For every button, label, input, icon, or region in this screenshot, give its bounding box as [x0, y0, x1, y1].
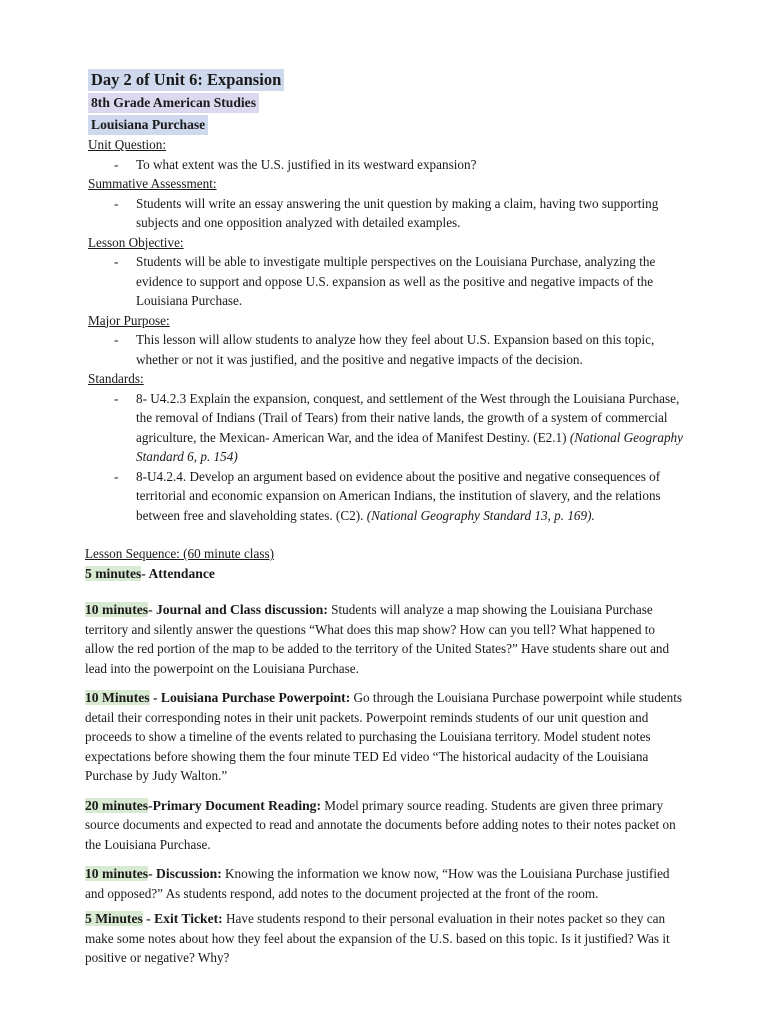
standard-text: 8-U4.2.4. Develop an argument based on evidence about the positive and negative consequences of territorial and economic expansion on American Indians, the institution of slavery, and the relations between free and slaveholding states. (C2). — [136, 468, 661, 523]
topic-heading: Louisiana Purchase — [88, 115, 208, 135]
lesson-objective-label: Lesson Objective: — [88, 234, 184, 250]
grade-heading: 8th Grade American Studies — [88, 93, 259, 113]
step-title: - Attendance — [141, 565, 215, 581]
objective-text: Students will be able to investigate multiple perspectives on the Louisiana Purchase, analyzing the evidence to support and oppose U.S. expansion as well as the positive and negative impacts of the Louisiana Purchase. — [136, 254, 656, 308]
step-description: Go through the Louisiana Purchase powerpoint while students detail their corresponding notes in their unit packets. Powerpoint reminds students of our unit question and proceeds to show a timeline of the events related to purchasing the Louisiana territory. Model student notes expectations before showing them the four minute TED Ed video “The historical audacity of the Louisiana Purchase by Judy Walton.” — [85, 690, 683, 783]
summative-list — [85, 194, 685, 233]
dash-bullet: - — [114, 195, 119, 211]
document-title: Day 2 of Unit 6: Expansion — [88, 69, 284, 91]
summative-text: Students will write an essay answering the unit question by making a claim, having two supporting subjects and one opposition analyzed with detailed examples. — [136, 195, 659, 230]
list-item — [88, 330, 685, 369]
standards-label: Standards: — [88, 371, 144, 386]
step-time: 10 minutes — [85, 602, 149, 617]
lesson-plan-document — [85, 69, 685, 968]
grade-row — [85, 91, 685, 113]
sequence-step — [85, 600, 685, 678]
lesson-sequence-label: Lesson Sequence: (60 minute class) — [85, 546, 274, 561]
unit-question-text: To what extent was the U.S. justified in its westward expansion? — [136, 156, 477, 172]
step-time: 10 minutes — [85, 866, 149, 881]
sequence-step — [85, 909, 685, 968]
dash-bullet: - — [114, 254, 119, 269]
title-row — [85, 69, 685, 91]
dash-bullet: - — [114, 390, 119, 406]
unit-question-list — [85, 155, 685, 175]
sequence-step — [85, 864, 685, 903]
sequence-step — [85, 564, 685, 584]
step-title: - Louisiana Purchase Powerpoint: — [149, 690, 351, 705]
standard-text: 8- U4.2.3 Explain the expansion, conquest, and settlement of the West through the Louisiana Purchase, the removal of Indians (Trail of Tears) from their native lands, the growth of a system of commercial agriculture, the Mexican- American War, and the idea of Manifest Destiny. (E2.1) — [136, 390, 680, 445]
step-time: 20 minutes — [85, 797, 149, 813]
dash-bullet: - — [114, 156, 119, 172]
step-title: - Exit Ticket: — [142, 911, 223, 926]
step-time: 5 minutes — [85, 565, 142, 581]
step-title: -Primary Document Reading: — [148, 797, 321, 813]
standard-reference: (National Geography Standard 6, p. 154) — [136, 429, 683, 464]
step-time: 10 Minutes — [85, 690, 150, 705]
sequence-step — [85, 796, 685, 855]
spacer — [85, 525, 685, 544]
step-title: - Journal and Class discussion: — [148, 602, 328, 617]
standard-reference: (National Geography Standard 13, p. 169). — [366, 507, 595, 523]
list-item — [88, 194, 685, 233]
dash-bullet: - — [114, 468, 119, 484]
purpose-list — [85, 330, 685, 369]
list-item — [88, 389, 685, 467]
list-item — [88, 467, 685, 526]
dash-bullet: - — [114, 332, 119, 347]
list-item — [88, 155, 685, 175]
sequence-step — [85, 688, 685, 786]
standards-list — [85, 389, 685, 526]
major-purpose-label: Major Purpose: — [88, 312, 170, 328]
step-description: Model primary source reading. Students are given three primary source documents and expected to read and annotate the documents before adding notes to their notes packet on the Louisiana Purchase. — [85, 797, 676, 852]
step-description: Have students respond to their personal evaluation in their notes packet so they can make some notes about how they feel about the expansion of the U.S. based on this topic. Is it justified? Was it positive or negative? Why? — [85, 911, 670, 965]
step-title: - Discussion: — [148, 866, 222, 881]
step-description: Knowing the information we know now, “How was the Louisiana Purchase justified and opposed?” As students respond, add notes to the document projected at the front of the room. — [85, 866, 670, 901]
list-item — [88, 252, 685, 311]
topic-row — [85, 113, 685, 135]
purpose-text: This lesson will allow students to analyze how they feel about U.S. Expansion based on this topic, whether or not it was justified, and the positive and negative impacts of the decision. — [136, 332, 655, 367]
step-description: Students will analyze a map showing the Louisiana Purchase territory and silently answer the questions “What does this map show? How can you tell? What happened to allow the red portion of the map to be added to the territory of the United States?” Have students share out and lead into the powerpoint on the Louisiana Purchase. — [85, 602, 670, 676]
objective-list — [85, 252, 685, 311]
unit-question-label: Unit Question: — [88, 137, 167, 152]
step-time: 5 Minutes — [85, 911, 143, 926]
summative-assessment-label: Summative Assessment: — [88, 176, 217, 191]
